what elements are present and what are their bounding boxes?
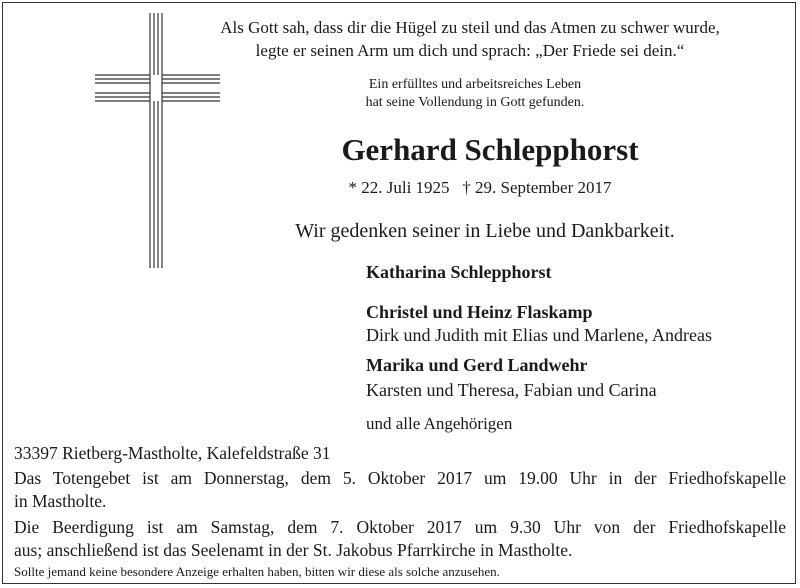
quote-line-2: legte er seinen Arm um dich und sprach: „Der Friede sei dein.“ [255, 41, 685, 60]
prayer-line-1: Das Totengebet ist am Donnerstag, dem 5. Oktober 2017 um 19.00 Uhr in der Friedhofskapelle [14, 468, 786, 488]
life-dates: * 22. Juli 1925 † 29. September 2017 [348, 178, 612, 197]
remembrance-line: Wir gedenken seiner in Liebe und Dankbarkeit. [295, 220, 675, 242]
life-line-1: Ein erfülltes und arbeitsreiches Leben [368, 77, 582, 92]
cross-icon [95, 13, 225, 268]
burial-line-1: Die Beerdigung ist am Samstag, dem 7. Oktober 2017 um 9.30 Uhr von der Friedhofskapelle [14, 517, 786, 537]
family-group2-head: Marika und Gerd Landwehr [366, 355, 588, 375]
family-group2-children: Karsten und Theresa, Fabian und Carina [366, 380, 657, 400]
prayer-line-2: in Mastholte. [14, 491, 107, 511]
family-group1-head: Christel und Heinz Flaskamp [366, 302, 593, 322]
quote-line-1: Als Gott sah, dass dir die Hügel zu steil und das Atmen zu schwer wurde, [220, 18, 720, 37]
address: 33397 Rietberg-Mastholte, Kalefeldstraße 31 [14, 443, 331, 463]
life-line-2: hat seine Vollendung in Gott gefunden. [365, 95, 585, 110]
burial-line-2: aus; anschließend ist das Seelenamt in der St. Jakobus Pfarrkirche in Mastholte. [14, 540, 573, 560]
family-group1-children: Dirk und Judith mit Elias und Marlene, Andreas [366, 325, 712, 345]
deceased-name: Gerhard Schlepphorst [341, 132, 639, 167]
family-others: und alle Angehörigen [366, 414, 513, 433]
family-spouse: Katharina Schlepphorst [366, 262, 552, 282]
footnote: Sollte jemand keine besondere Anzeige erhalten haben, bitten wir diese als solche anzusehen. [14, 564, 500, 579]
